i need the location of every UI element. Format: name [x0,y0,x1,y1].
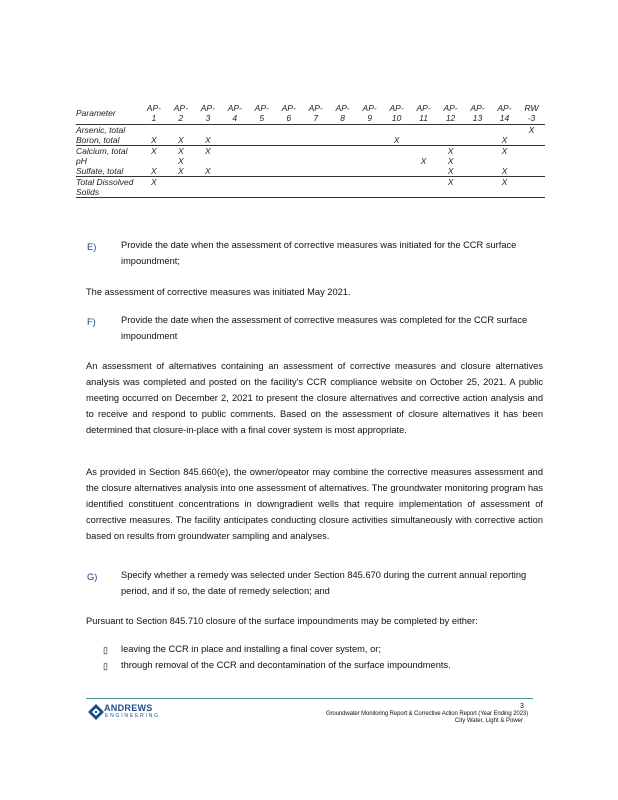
exceedance-cell: X [501,166,508,176]
exceedance-cell [248,135,275,146]
exceedance-cell: X [447,166,454,176]
column-header-line2: 13 [472,113,483,123]
exceedance-cell [518,135,545,146]
column-header-rw-3 [518,103,545,125]
column-header-ap-14 [491,103,518,125]
exceedance-cell [410,135,437,146]
exceedance-cell [329,166,356,177]
column-header-ap-4 [221,103,248,125]
exceedance-cell [194,177,221,198]
column-header-line1: AP- [254,103,269,113]
exceedance-cell [221,156,248,166]
andrews-engineering-logo [88,703,168,721]
exceedance-cell [329,125,356,136]
table-row [76,177,545,198]
exceedance-cell [383,146,410,157]
bullet-marker-2: ▯ [103,661,108,671]
exceedance-cell [140,125,167,136]
bullet-item-2: through removal of the CCR and decontamination of the surface impoundments. [121,660,451,670]
exceedance-cell [356,177,383,198]
item-f-answer-2: As provided in Section 845.660(e), the owner/opeator may combine the corrective measures assessment and the closure alternatives analysis into one assessment of alternatives. The groundwater monitoring program has identified constituent concentrations in downgradient wells that require implementation of assessment of corrective measures. The facility anticipates conducting closure activities simultaneously with corrective action based on results from groundwater sampling and analyses. [86,467,543,541]
item-f-letter: F) [87,317,96,327]
parameter-name: pH [76,156,87,166]
exceedance-cell: X [167,146,194,157]
column-header-line1: AP- [362,103,377,113]
column-header-line2: 8 [340,113,346,123]
exceedance-cell [410,177,437,198]
footer-rule [86,698,533,699]
column-header-ap-7 [302,103,329,125]
exceedance-cell [518,166,545,177]
exceedance-cell [302,156,329,166]
exceedance-cell: X [491,177,518,198]
exceedance-cell [329,177,356,198]
exceedance-cell [518,146,545,157]
column-header-line2: 10 [391,113,402,123]
table-row [76,156,545,166]
item-e-answer: The assessment of corrective measures was initiated May 2021. [86,287,351,297]
exceedance-cell [518,156,545,166]
exceedance-cell: X [204,135,211,145]
table-body [76,125,545,198]
exceedance-cell: X [447,156,454,166]
exceedance-cell [356,146,383,157]
exceedance-cell [464,166,491,177]
exceedance-cell [491,156,518,166]
column-header-line2: 3 [205,113,211,123]
exceedance-cell: X [178,166,184,176]
exceedance-cell: X [393,135,400,145]
item-g-answer: Pursuant to Section 845.710 closure of the surface impoundments may be completed by either: [86,616,478,626]
column-header-line2: 5 [259,113,265,123]
exceedance-cell [464,146,491,157]
item-f-answer-1: An assessment of alternatives containing an assessment of corrective measures and closure alternatives analysis was completed and posted on the facility's CCR compliance website on October 25, 2021. A public meeting occurred on December 2, 2021 to present the closure alternatives and corrective action analysis and to receive and respond to public comments. Based on the assessment of closure alternatives it has been determined that closure-in-place with a final cover system is most appropriate. [86,361,543,435]
exceedance-cell [248,146,275,157]
exceedance-cell [221,166,248,177]
column-header-ap-12 [437,103,464,125]
column-header-ap-6 [275,103,302,125]
column-header-ap-11 [410,103,437,125]
exceedance-cell [410,146,437,157]
column-header-line2: 11 [419,113,428,123]
column-header-line2: 14 [499,113,510,123]
item-e-text: Provide the date when the assessment of corrective measures was initiated for the CCR surface impoundment; [121,240,517,266]
exceedance-cell [302,166,329,177]
column-header-line2: 4 [232,113,238,123]
exceedance-cell: X [437,177,464,198]
column-header-ap-13 [464,103,491,125]
column-header-ap-10 [383,103,410,125]
table-row [76,125,545,136]
logo-name: ANDREWS [104,703,153,713]
exceedance-cell: X [140,177,167,198]
column-header-line2: 12 [445,113,456,123]
exceedance-cell: X [437,146,464,157]
column-header-line1: AP- [389,103,404,113]
column-header-line1: AP- [416,103,431,113]
exceedance-cell [464,125,491,136]
table-row [76,166,545,177]
exceedance-cell [356,156,383,166]
parameter-name: Total Dissolved Solids [76,177,140,198]
item-e-letter: E) [87,242,97,252]
exceedance-cell [464,177,491,198]
exceedance-cell [248,156,275,166]
column-header-line1: AP- [200,103,215,113]
exceedance-cell [248,166,275,177]
column-header-line2: -3 [527,113,536,123]
parameter-header: Parameter [76,103,140,125]
exceedance-cell [221,125,248,136]
exceedance-cell: X [204,166,211,176]
column-header-line1: AP- [443,103,458,113]
parameter-name: Arsenic, total [76,125,126,135]
exceedance-cell [356,166,383,177]
exceedance-cell [167,125,194,136]
exceedance-cell [275,177,302,198]
footer-client: City Water, Light & Power [454,718,523,724]
bullet-marker-1: ▯ [103,645,108,655]
exceedance-cell: X [501,135,508,145]
column-header-line2: 1 [151,113,157,123]
table-header-row [76,103,545,125]
column-header-line1: AP- [146,103,161,113]
exceedance-cell: X [151,135,157,145]
parameter-name: Boron, total [76,135,120,145]
column-header-ap-1 [140,103,167,125]
exceedance-cell [329,135,356,146]
exceedance-cell [167,177,194,198]
exceedance-cell [437,125,464,136]
column-header-ap-3 [194,103,221,125]
column-header-line1: AP- [470,103,485,113]
column-header-line1: AP- [308,103,323,113]
exceedance-cell [140,156,167,166]
column-header-line2: 7 [313,113,319,123]
exceedance-cell: X [178,135,184,145]
exceedance-cell [302,125,329,136]
column-header-ap-2 [167,103,194,125]
exceedance-cell [194,125,221,136]
column-header-ap-8 [329,103,356,125]
parameter-table [76,103,545,198]
exceedance-cell [248,125,275,136]
logo-diamond-icon [88,704,104,720]
exceedance-cell [383,156,410,166]
parameter-name: Calcium, total [76,146,140,157]
item-g-letter: G) [87,572,98,582]
column-header-line1: AP- [335,103,350,113]
exceedance-cell [302,177,329,198]
exceedance-cell [491,125,518,136]
exceedance-cell [383,166,410,177]
exceedance-cell [248,177,275,198]
exceedance-cell [329,146,356,157]
exceedance-cell [464,135,491,146]
exceedance-cell [302,135,329,146]
exceedance-cell [302,146,329,157]
column-header-line2: 9 [367,113,372,123]
exceedance-cell [329,156,356,166]
exceedance-cell [383,177,410,198]
logo-subtitle: ENGINEERING [105,713,160,719]
table-row [76,135,545,146]
exceedance-cell [356,135,383,146]
exceedance-cell: X [140,146,167,157]
exceedance-cell: X [178,156,184,166]
column-header-line2: 2 [178,113,184,123]
exceedance-cell [356,125,383,136]
exceedance-cell [275,135,302,146]
exceedance-cell: X [491,146,518,157]
column-header-ap-5 [248,103,275,125]
column-header-line1: AP- [497,103,512,113]
item-f-text: Provide the date when the assessment of corrective measures was completed for the CCR surface impoundment [121,315,528,341]
table-row [76,146,545,157]
page-number: 3 [520,703,524,710]
footer-report-title: Groundwater Monitoring Report & Corrective Action Report (Year Ending 2023) [325,711,528,717]
exceedance-cell [275,125,302,136]
exceedance-cell [221,177,248,198]
column-header-line2: 6 [286,113,292,123]
exceedance-cell: X [420,156,427,166]
exceedance-cell [221,135,248,146]
exceedance-cell [410,125,437,136]
exceedance-cell [383,125,410,136]
exceedance-cell [464,156,491,166]
column-header-line1: AP- [281,103,296,113]
exceedance-cell [275,156,302,166]
exceedance-cell [518,177,545,198]
item-g-text: Specify whether a remedy was selected under Section 845.670 during the current annual reporting period, and if so, the date of remedy selection; and [121,570,527,596]
column-header-line1: AP- [227,103,242,113]
bullet-item-1: leaving the CCR in place and installing a final cover system, or; [121,644,381,654]
column-header-line1: AP- [173,103,188,113]
exceedance-cell: X [151,166,157,176]
column-header-ap-9 [356,103,383,125]
exceedance-cell: X [528,125,535,135]
exceedance-cell: X [194,146,221,157]
exceedance-cell [410,166,437,177]
parameter-name: Sulfate, total [76,166,124,176]
exceedance-cell [221,146,248,157]
exceedance-cell [275,146,302,157]
exceedance-cell [275,166,302,177]
exceedance-cell [194,156,221,166]
exceedance-cell [437,135,464,146]
column-header-line1: RW [524,103,539,113]
